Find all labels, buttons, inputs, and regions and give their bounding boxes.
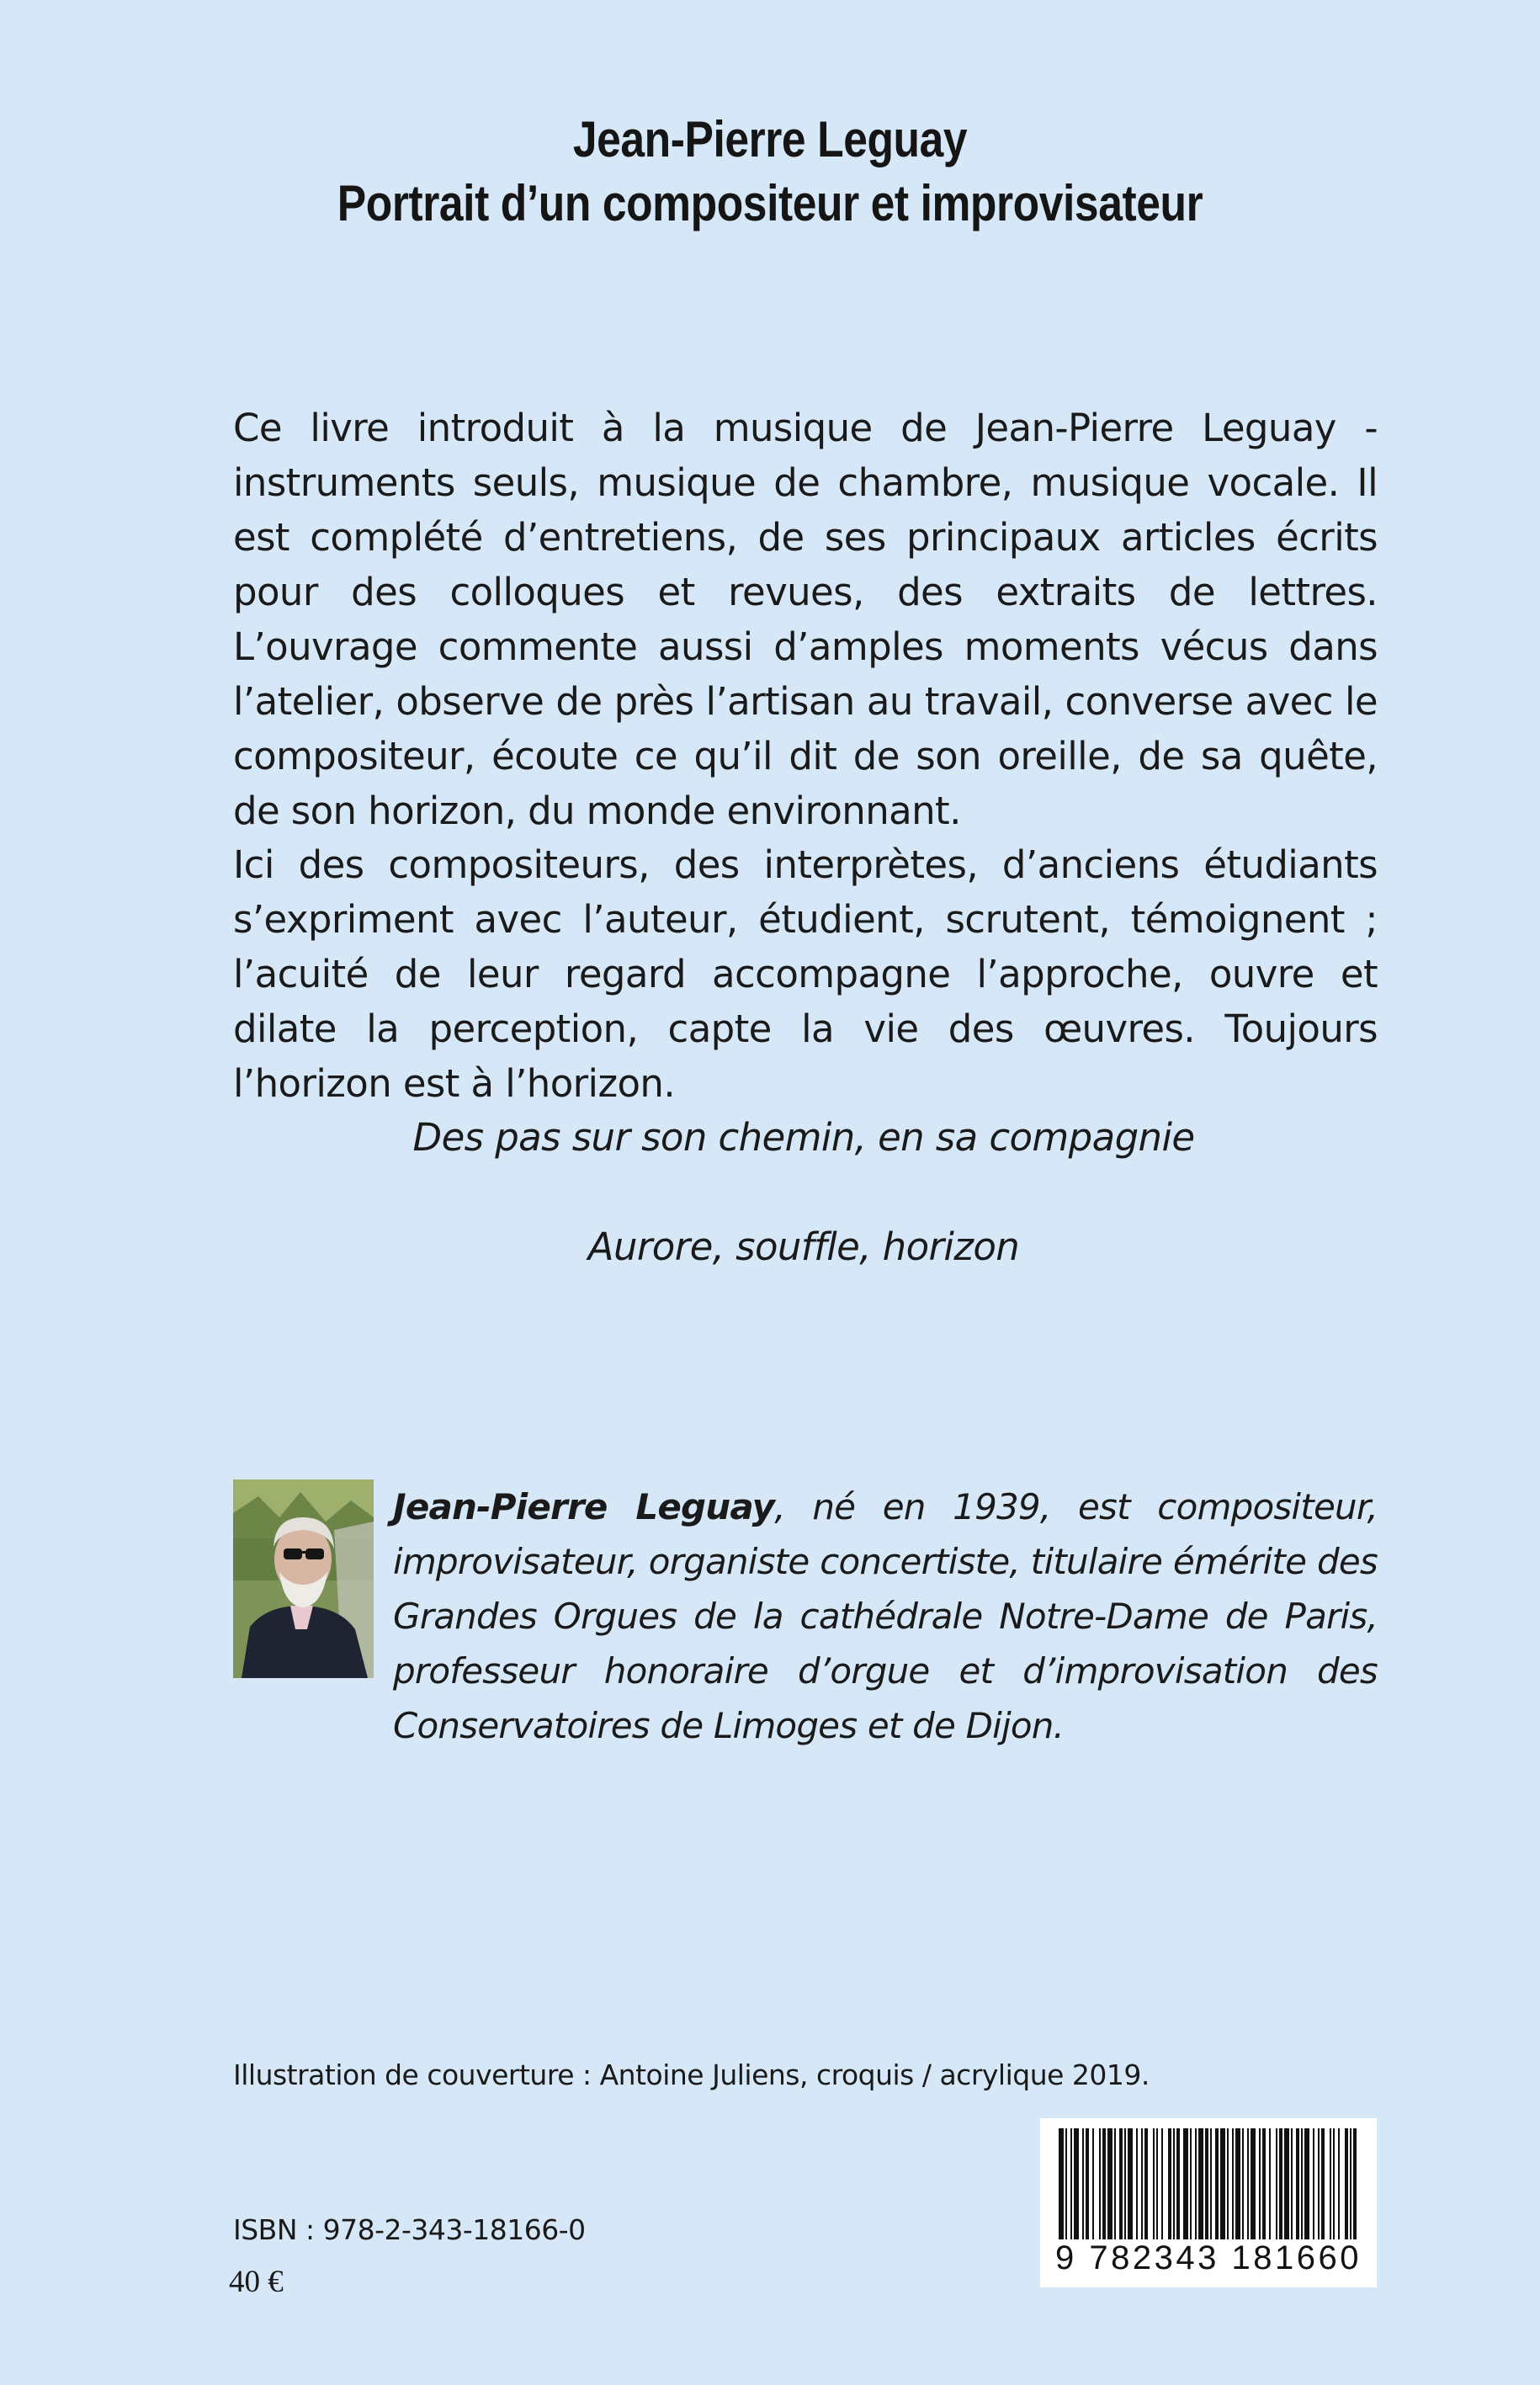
author-name: Jean-Pierre Leguay — [393, 1486, 775, 1527]
barcode-bar — [1227, 2128, 1229, 2239]
barcode-bar — [1276, 2128, 1277, 2239]
barcode-bar — [1242, 2128, 1244, 2239]
barcode-bar — [1235, 2128, 1240, 2239]
barcode-bar — [1259, 2128, 1261, 2239]
barcode-bar — [1247, 2128, 1249, 2239]
barcode-bar — [1345, 2128, 1348, 2239]
barcode-bars — [1059, 2128, 1358, 2239]
barcode-bar — [1210, 2128, 1212, 2239]
barcode — [1040, 2118, 1377, 2287]
barcode-bar — [1190, 2128, 1192, 2239]
barcode-bar — [1262, 2128, 1266, 2239]
barcode-bar — [1086, 2128, 1089, 2239]
barcode-bar — [1251, 2128, 1256, 2239]
barcode-bar — [1215, 2128, 1219, 2239]
barcode-bar — [1350, 2128, 1351, 2239]
barcode-bar — [1304, 2128, 1309, 2239]
barcode-bar — [1153, 2128, 1155, 2239]
barcode-bar — [1156, 2128, 1158, 2239]
barcode-bar — [1330, 2128, 1331, 2239]
author-bio — [393, 1479, 1378, 1753]
cover-illustration-credit: Illustration de couverture : Antoine Juliens, croquis / acrylique 2019. — [233, 2058, 1150, 2091]
barcode-bar — [1144, 2128, 1148, 2239]
barcode-bar — [1318, 2128, 1320, 2239]
barcode-bar — [1269, 2128, 1271, 2239]
barcode-bar — [1284, 2128, 1289, 2239]
barcode-bar — [1099, 2128, 1101, 2239]
barcode-bar — [1141, 2128, 1143, 2239]
barcode-bar — [1128, 2128, 1133, 2239]
barcode-bar — [1065, 2128, 1067, 2239]
barcode-bar — [1321, 2128, 1325, 2239]
barcode-bar — [1279, 2128, 1282, 2239]
summary-paragraph-2: Ici des compositeurs, des interprètes, d’anciens étudiants s’expriment avec l’auteur, étudient, scrutent, témoignent ; l’acuité de leur regard accompagne l’approche, ouvre et dilate la perception, capte la vie des œuvres. Toujours l’horizon est à l’horizon. — [233, 842, 1378, 1106]
book-title — [108, 108, 1432, 236]
barcode-bar — [1161, 2128, 1163, 2239]
barcode-bar — [1333, 2128, 1335, 2239]
title-subtitle: Portrait d’un compositeur et improvisateur — [337, 175, 1203, 231]
barcode-bar — [1173, 2128, 1175, 2239]
barcode-bar — [1198, 2128, 1203, 2239]
barcode-bar — [1059, 2128, 1064, 2239]
barcode-bar — [1291, 2128, 1293, 2239]
barcode-bar — [1092, 2128, 1094, 2239]
barcode-bar — [1114, 2128, 1116, 2239]
barcode-bar — [1338, 2128, 1340, 2239]
barcode-bar — [1296, 2128, 1299, 2239]
barcode-bar — [1183, 2128, 1188, 2239]
barcode-bar — [1102, 2128, 1106, 2239]
author-bio-text: , né en 1939, est compositeur, improvisateur, organiste concertiste, titulaire émérite des Grandes Orgues de la cathédrale Notre-Dame de Paris, professeur honoraire d’orgue et d’improvisation des Conservatoires de Limoges et de Dijon. — [393, 1486, 1378, 1746]
summary-paragraph-1: Ce livre introduit à la musique de Jean-Pierre Leguay - instruments seuls, musique de chambre, musique vocale. Il est complété d’entretiens, de ses principaux articles écrits pour des colloques et revues, des extraits de lettres. L’ouvrage commente aussi d’amples moments vécus dans l’atelier, observe de près l’artisan au travail, converse avec le compositeur, écoute ce qu’il dit de son oreille, de sa quête, de son horizon, du monde environnant. — [233, 406, 1378, 833]
barcode-bar — [1176, 2128, 1180, 2239]
price: 40 € — [229, 2265, 284, 2299]
barcode-bar — [1205, 2128, 1208, 2239]
barcode-bar — [1220, 2128, 1225, 2239]
author-portrait-image — [233, 1479, 374, 1678]
barcode-bar — [1301, 2128, 1303, 2239]
author-photo — [233, 1479, 374, 1678]
barcode-bar — [1124, 2128, 1126, 2239]
barcode-bar — [1074, 2128, 1079, 2239]
barcode-bar — [1232, 2128, 1234, 2239]
barcode-bar — [1119, 2128, 1123, 2239]
barcode-bar — [1168, 2128, 1171, 2239]
barcode-bar — [1353, 2128, 1357, 2239]
barcode-bar — [1195, 2128, 1197, 2239]
quote-line-1: Des pas sur son chemin, en sa compagnie — [412, 1115, 1195, 1160]
quote-line-2: Aurore, souffle, horizon — [587, 1224, 1020, 1269]
barcode-bar — [1313, 2128, 1314, 2239]
barcode-bar — [1107, 2128, 1113, 2239]
barcode-digits: 9 782343 181660 — [1055, 2239, 1362, 2276]
title-author: Jean-Pierre Leguay — [572, 111, 968, 167]
barcode-bar — [1070, 2128, 1072, 2239]
isbn: ISBN : 978-2-343-18166-0 — [233, 2213, 586, 2246]
barcode-bar — [1136, 2128, 1138, 2239]
barcode-bar — [1082, 2128, 1084, 2239]
